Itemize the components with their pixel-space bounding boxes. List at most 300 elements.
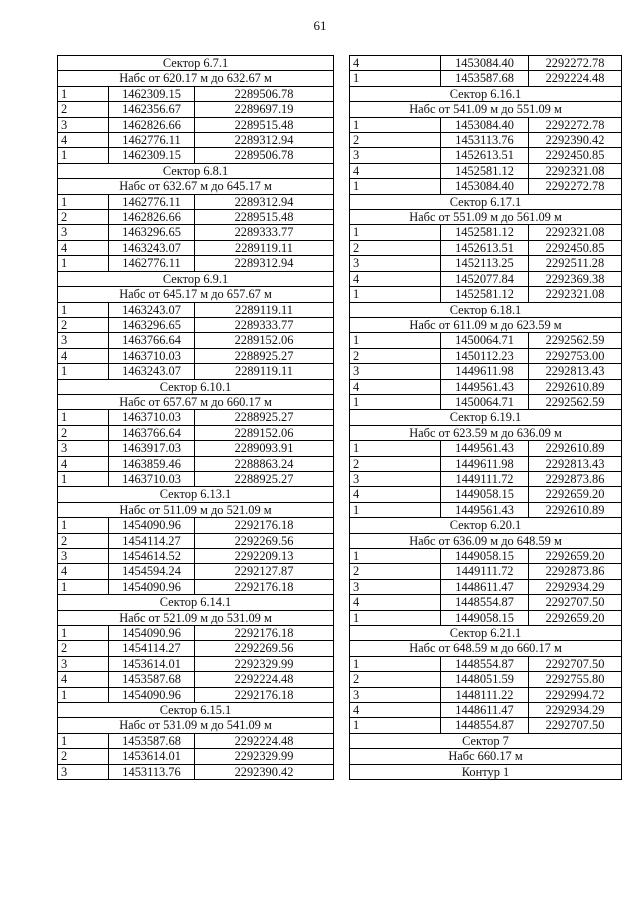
point-number: 4 — [350, 595, 441, 610]
x-coordinate: 1452113.25 — [441, 256, 529, 271]
coordinate-row — [350, 163, 622, 178]
y-coordinate: 2292224.48 — [195, 672, 334, 687]
sector-title: Сектор 6.9.1 — [58, 271, 334, 286]
y-coordinate: 2292127.87 — [195, 564, 334, 579]
point-number: 1 — [350, 549, 441, 564]
point-number: 1 — [58, 518, 109, 533]
coordinate-row — [58, 133, 334, 148]
right-coordinates-table — [349, 55, 622, 780]
y-coordinate: 2292707.50 — [529, 595, 622, 610]
coordinate-row — [58, 687, 334, 702]
coordinate-row — [58, 317, 334, 332]
y-coordinate: 2292176.18 — [195, 687, 334, 702]
coordinate-row — [58, 626, 334, 641]
point-number: 1 — [58, 256, 109, 271]
y-coordinate: 2289119.11 — [195, 364, 334, 379]
point-number: 2 — [350, 133, 441, 148]
x-coordinate: 1449611.98 — [441, 456, 529, 471]
x-coordinate: 1463766.64 — [109, 333, 195, 348]
coordinate-row — [350, 225, 622, 240]
x-coordinate: 1463917.03 — [109, 441, 195, 456]
sector-title: Сектор 6.13.1 — [58, 487, 334, 502]
coordinate-row — [58, 641, 334, 656]
coordinate-row — [350, 564, 622, 579]
point-number: 1 — [58, 148, 109, 163]
y-coordinate: 2288863.24 — [195, 456, 334, 471]
x-coordinate: 1448611.47 — [441, 579, 529, 594]
y-coordinate: 2289515.48 — [195, 210, 334, 225]
x-coordinate: 1463766.64 — [109, 425, 195, 440]
sector-title-row — [58, 163, 334, 178]
left-coordinates-table — [57, 55, 334, 780]
sector-range-row — [58, 394, 334, 409]
y-coordinate: 2292813.43 — [529, 364, 622, 379]
y-coordinate: 2292610.89 — [529, 441, 622, 456]
y-coordinate: 2289506.78 — [195, 148, 334, 163]
y-coordinate: 2288925.27 — [195, 410, 334, 425]
point-number: 4 — [58, 456, 109, 471]
coordinate-row — [350, 56, 622, 71]
coordinate-row — [350, 148, 622, 163]
y-coordinate: 2292176.18 — [195, 579, 334, 594]
x-coordinate: 1454114.27 — [109, 533, 195, 548]
point-number: 4 — [58, 348, 109, 363]
x-coordinate: 1462826.66 — [109, 210, 195, 225]
point-number: 1 — [350, 287, 441, 302]
point-number: 4 — [350, 379, 441, 394]
point-number: 3 — [350, 148, 441, 163]
right-table-body — [350, 56, 622, 780]
sector-title-row — [350, 733, 622, 748]
y-coordinate: 2292390.42 — [195, 764, 334, 779]
y-coordinate: 2292176.18 — [195, 626, 334, 641]
y-coordinate: 2289697.19 — [195, 102, 334, 117]
y-coordinate: 2292562.59 — [529, 394, 622, 409]
coordinate-row — [58, 749, 334, 764]
x-coordinate: 1453084.40 — [441, 179, 529, 194]
point-number: 2 — [58, 102, 109, 117]
page-number: 61 — [313, 18, 327, 33]
coordinate-row — [350, 333, 622, 348]
x-coordinate: 1453084.40 — [441, 117, 529, 132]
y-coordinate: 2292224.48 — [529, 71, 622, 86]
point-number: 1 — [58, 687, 109, 702]
point-number: 2 — [58, 533, 109, 548]
point-number: 3 — [350, 687, 441, 702]
y-coordinate: 2292272.78 — [529, 117, 622, 132]
coordinate-row — [350, 471, 622, 486]
coordinate-row — [350, 502, 622, 517]
point-number: 1 — [58, 364, 109, 379]
y-coordinate: 2292390.42 — [529, 133, 622, 148]
point-number: 1 — [350, 441, 441, 456]
coordinate-row — [58, 210, 334, 225]
y-coordinate: 2292873.86 — [529, 564, 622, 579]
x-coordinate: 1463710.03 — [109, 410, 195, 425]
point-number: 1 — [350, 117, 441, 132]
coordinate-row — [350, 348, 622, 363]
y-coordinate: 2292755.80 — [529, 672, 622, 687]
point-number: 1 — [350, 502, 441, 517]
y-coordinate: 2289093.91 — [195, 441, 334, 456]
coordinate-row — [350, 579, 622, 594]
y-coordinate: 2289506.78 — [195, 86, 334, 101]
point-number: 4 — [350, 703, 441, 718]
sector-range: Набс 660.17 м — [350, 749, 622, 764]
x-coordinate: 1453113.76 — [441, 133, 529, 148]
coordinate-row — [58, 225, 334, 240]
sector-title: Контур 1 — [350, 764, 622, 779]
coordinate-row — [350, 595, 622, 610]
coordinate-row — [58, 117, 334, 132]
coordinate-row — [58, 764, 334, 779]
point-number: 1 — [350, 179, 441, 194]
sector-range: Набс от 648.59 м до 660.17 м — [350, 641, 622, 656]
coordinate-row — [350, 487, 622, 502]
point-number: 2 — [58, 210, 109, 225]
coordinate-row — [350, 271, 622, 286]
point-number: 3 — [350, 579, 441, 594]
coordinate-row — [58, 425, 334, 440]
x-coordinate: 1462776.11 — [109, 194, 195, 209]
coordinate-row — [58, 333, 334, 348]
y-coordinate: 2292176.18 — [195, 518, 334, 533]
coordinate-row — [58, 579, 334, 594]
point-number: 2 — [350, 240, 441, 255]
sector-range: Набс от 636.09 м до 648.59 м — [350, 533, 622, 548]
x-coordinate: 1448554.87 — [441, 595, 529, 610]
coordinate-row — [350, 656, 622, 671]
y-coordinate: 2292209.13 — [195, 549, 334, 564]
point-number: 4 — [350, 487, 441, 502]
sector-range: Набс от 623.59 м до 636.09 м — [350, 425, 622, 440]
coordinate-row — [350, 456, 622, 471]
point-number: 3 — [350, 256, 441, 271]
sector-range: Набс от 521.09 м до 531.09 м — [58, 610, 334, 625]
x-coordinate: 1452077.84 — [441, 271, 529, 286]
coordinate-row — [350, 240, 622, 255]
left-table-body — [58, 56, 334, 780]
x-coordinate: 1449561.43 — [441, 502, 529, 517]
sector-title-row — [350, 86, 622, 101]
y-coordinate: 2292329.99 — [195, 749, 334, 764]
sector-title: Сектор 6.19.1 — [350, 410, 622, 425]
sector-title-row — [58, 271, 334, 286]
point-number: 1 — [58, 194, 109, 209]
y-coordinate: 2292873.86 — [529, 471, 622, 486]
coordinate-row — [350, 687, 622, 702]
point-number: 3 — [350, 364, 441, 379]
x-coordinate: 1454090.96 — [109, 579, 195, 594]
sector-range: Набс от 511.09 м до 521.09 м — [58, 502, 334, 517]
y-coordinate: 2289515.48 — [195, 117, 334, 132]
coordinate-row — [350, 71, 622, 86]
coordinate-row — [58, 518, 334, 533]
coordinate-row — [350, 718, 622, 733]
y-coordinate: 2289152.06 — [195, 425, 334, 440]
sector-range: Набс от 541.09 м до 551.09 м — [350, 102, 622, 117]
coordinate-row — [58, 148, 334, 163]
x-coordinate: 1462309.15 — [109, 148, 195, 163]
x-coordinate: 1462356.67 — [109, 102, 195, 117]
y-coordinate: 2288925.27 — [195, 471, 334, 486]
coordinate-row — [350, 703, 622, 718]
coordinate-row — [350, 549, 622, 564]
coordinate-row — [58, 256, 334, 271]
y-coordinate: 2289119.11 — [195, 240, 334, 255]
sector-title: Сектор 6.18.1 — [350, 302, 622, 317]
point-number: 3 — [58, 333, 109, 348]
point-number: 4 — [58, 240, 109, 255]
x-coordinate: 1449111.72 — [441, 564, 529, 579]
y-coordinate: 2292369.38 — [529, 271, 622, 286]
x-coordinate: 1453587.68 — [109, 672, 195, 687]
y-coordinate: 2292659.20 — [529, 549, 622, 564]
y-coordinate: 2292224.48 — [195, 733, 334, 748]
coordinate-row — [350, 441, 622, 456]
sector-range-row — [350, 425, 622, 440]
x-coordinate: 1463243.07 — [109, 364, 195, 379]
x-coordinate: 1453113.76 — [109, 764, 195, 779]
sector-range-row — [350, 210, 622, 225]
sector-range-row — [58, 718, 334, 733]
x-coordinate: 1463859.46 — [109, 456, 195, 471]
x-coordinate: 1449611.98 — [441, 364, 529, 379]
x-coordinate: 1453587.68 — [109, 733, 195, 748]
coordinate-row — [58, 410, 334, 425]
point-number: 2 — [350, 348, 441, 363]
coordinate-row — [58, 194, 334, 209]
point-number: 2 — [58, 749, 109, 764]
coordinate-row — [350, 379, 622, 394]
y-coordinate: 2292272.78 — [529, 179, 622, 194]
coordinate-row — [58, 364, 334, 379]
x-coordinate: 1462776.11 — [109, 133, 195, 148]
point-number: 3 — [58, 549, 109, 564]
sector-range-row — [350, 641, 622, 656]
y-coordinate: 2292321.08 — [529, 225, 622, 240]
point-number: 1 — [350, 333, 441, 348]
point-number: 2 — [58, 641, 109, 656]
point-number: 1 — [350, 656, 441, 671]
point-number: 3 — [58, 441, 109, 456]
sector-range-row — [350, 317, 622, 332]
sector-title-row — [58, 487, 334, 502]
coordinate-row — [350, 287, 622, 302]
sector-range-row — [58, 71, 334, 86]
sector-title-row — [58, 379, 334, 394]
point-number: 4 — [58, 133, 109, 148]
point-number: 3 — [58, 117, 109, 132]
point-number: 1 — [350, 718, 441, 733]
x-coordinate: 1463243.07 — [109, 302, 195, 317]
y-coordinate: 2292269.56 — [195, 533, 334, 548]
coordinate-row — [350, 394, 622, 409]
point-number: 1 — [58, 733, 109, 748]
coordinate-row — [58, 348, 334, 363]
sector-title: Сектор 6.17.1 — [350, 194, 622, 209]
y-coordinate: 2289312.94 — [195, 194, 334, 209]
x-coordinate: 1449058.15 — [441, 549, 529, 564]
sector-range-row — [58, 610, 334, 625]
coordinate-row — [58, 302, 334, 317]
y-coordinate: 2289333.77 — [195, 225, 334, 240]
coordinate-row — [58, 656, 334, 671]
coordinate-row — [58, 456, 334, 471]
sector-range: Набс от 632.67 м до 645.17 м — [58, 179, 334, 194]
coordinate-row — [350, 117, 622, 132]
point-number: 2 — [58, 317, 109, 332]
coordinate-row — [58, 533, 334, 548]
y-coordinate: 2292707.50 — [529, 718, 622, 733]
point-number: 1 — [58, 86, 109, 101]
y-coordinate: 2289333.77 — [195, 317, 334, 332]
x-coordinate: 1454114.27 — [109, 641, 195, 656]
sector-title-row — [350, 194, 622, 209]
sector-title: Сектор 6.7.1 — [58, 56, 334, 71]
point-number: 1 — [350, 394, 441, 409]
y-coordinate: 2292269.56 — [195, 641, 334, 656]
coordinate-row — [58, 549, 334, 564]
sector-title-row — [350, 764, 622, 779]
x-coordinate: 1449058.15 — [441, 610, 529, 625]
y-coordinate: 2289152.06 — [195, 333, 334, 348]
y-coordinate: 2292994.72 — [529, 687, 622, 702]
point-number: 3 — [58, 225, 109, 240]
sector-title: Сектор 6.14.1 — [58, 595, 334, 610]
sector-range-row — [350, 749, 622, 764]
sector-range: Набс от 620.17 м до 632.67 м — [58, 71, 334, 86]
sector-range: Набс от 657.67 м до 660.17 м — [58, 394, 334, 409]
x-coordinate: 1450064.71 — [441, 333, 529, 348]
sector-title-row — [58, 56, 334, 71]
y-coordinate: 2289312.94 — [195, 256, 334, 271]
y-coordinate: 2292562.59 — [529, 333, 622, 348]
sector-range-row — [58, 287, 334, 302]
x-coordinate: 1454614.52 — [109, 549, 195, 564]
sector-title: Сектор 6.16.1 — [350, 86, 622, 101]
point-number: 2 — [350, 564, 441, 579]
sector-range: Набс от 611.09 м до 623.59 м — [350, 317, 622, 332]
sector-title-row — [350, 626, 622, 641]
x-coordinate: 1463710.03 — [109, 471, 195, 486]
sector-range: Набс от 645.17 м до 657.67 м — [58, 287, 334, 302]
sector-title-row — [350, 302, 622, 317]
point-number: 1 — [350, 225, 441, 240]
sector-range-row — [350, 533, 622, 548]
point-number: 1 — [58, 626, 109, 641]
sector-title: Сектор 6.10.1 — [58, 379, 334, 394]
x-coordinate: 1462826.66 — [109, 117, 195, 132]
x-coordinate: 1449058.15 — [441, 487, 529, 502]
sector-title: Сектор 6.21.1 — [350, 626, 622, 641]
y-coordinate: 2288925.27 — [195, 348, 334, 363]
x-coordinate: 1452581.12 — [441, 287, 529, 302]
x-coordinate: 1448611.47 — [441, 703, 529, 718]
point-number: 1 — [350, 71, 441, 86]
coordinate-row — [350, 672, 622, 687]
x-coordinate: 1462309.15 — [109, 86, 195, 101]
y-coordinate: 2292450.85 — [529, 240, 622, 255]
x-coordinate: 1454090.96 — [109, 687, 195, 702]
coordinate-row — [58, 102, 334, 117]
y-coordinate: 2292813.43 — [529, 456, 622, 471]
point-number: 2 — [350, 456, 441, 471]
y-coordinate: 2289119.11 — [195, 302, 334, 317]
point-number: 4 — [350, 271, 441, 286]
point-number: 1 — [350, 610, 441, 625]
point-number: 4 — [350, 56, 441, 71]
x-coordinate: 1448051.59 — [441, 672, 529, 687]
y-coordinate: 2292450.85 — [529, 148, 622, 163]
x-coordinate: 1453614.01 — [109, 749, 195, 764]
sector-range: Набс от 531.09 м до 541.09 м — [58, 718, 334, 733]
y-coordinate: 2292511.28 — [529, 256, 622, 271]
y-coordinate: 2292329.99 — [195, 656, 334, 671]
y-coordinate: 2292272.78 — [529, 56, 622, 71]
sector-title: Сектор 7 — [350, 733, 622, 748]
coordinate-row — [350, 364, 622, 379]
x-coordinate: 1462776.11 — [109, 256, 195, 271]
x-coordinate: 1463296.65 — [109, 225, 195, 240]
sector-title-row — [58, 595, 334, 610]
y-coordinate: 2292934.29 — [529, 579, 622, 594]
point-number: 1 — [58, 302, 109, 317]
x-coordinate: 1448554.87 — [441, 656, 529, 671]
point-number: 1 — [58, 579, 109, 594]
point-number: 3 — [350, 471, 441, 486]
y-coordinate: 2292753.00 — [529, 348, 622, 363]
point-number: 4 — [58, 672, 109, 687]
x-coordinate: 1454090.96 — [109, 518, 195, 533]
point-number: 3 — [58, 656, 109, 671]
x-coordinate: 1449561.43 — [441, 379, 529, 394]
coordinate-row — [58, 441, 334, 456]
y-coordinate: 2292707.50 — [529, 656, 622, 671]
x-coordinate: 1450064.71 — [441, 394, 529, 409]
point-number: 3 — [58, 764, 109, 779]
x-coordinate: 1454594.24 — [109, 564, 195, 579]
sector-title: Сектор 6.20.1 — [350, 518, 622, 533]
sector-range-row — [58, 179, 334, 194]
x-coordinate: 1449561.43 — [441, 441, 529, 456]
sector-title-row — [350, 518, 622, 533]
point-number: 2 — [58, 425, 109, 440]
point-number: 4 — [58, 564, 109, 579]
x-coordinate: 1448554.87 — [441, 718, 529, 733]
x-coordinate: 1454090.96 — [109, 626, 195, 641]
y-coordinate: 2292321.08 — [529, 287, 622, 302]
coordinate-row — [58, 471, 334, 486]
point-number: 2 — [350, 672, 441, 687]
y-coordinate: 2292934.29 — [529, 703, 622, 718]
sector-title: Сектор 6.8.1 — [58, 163, 334, 178]
x-coordinate: 1453614.01 — [109, 656, 195, 671]
x-coordinate: 1463243.07 — [109, 240, 195, 255]
sector-range-row — [58, 502, 334, 517]
coordinate-row — [350, 256, 622, 271]
sector-range: Набс от 551.09 м до 561.09 м — [350, 210, 622, 225]
x-coordinate: 1449111.72 — [441, 471, 529, 486]
x-coordinate: 1448111.22 — [441, 687, 529, 702]
y-coordinate: 2292659.20 — [529, 610, 622, 625]
coordinate-row — [350, 133, 622, 148]
x-coordinate: 1453084.40 — [441, 56, 529, 71]
sector-title: Сектор 6.15.1 — [58, 703, 334, 718]
x-coordinate: 1452581.12 — [441, 163, 529, 178]
x-coordinate: 1463296.65 — [109, 317, 195, 332]
x-coordinate: 1450112.23 — [441, 348, 529, 363]
